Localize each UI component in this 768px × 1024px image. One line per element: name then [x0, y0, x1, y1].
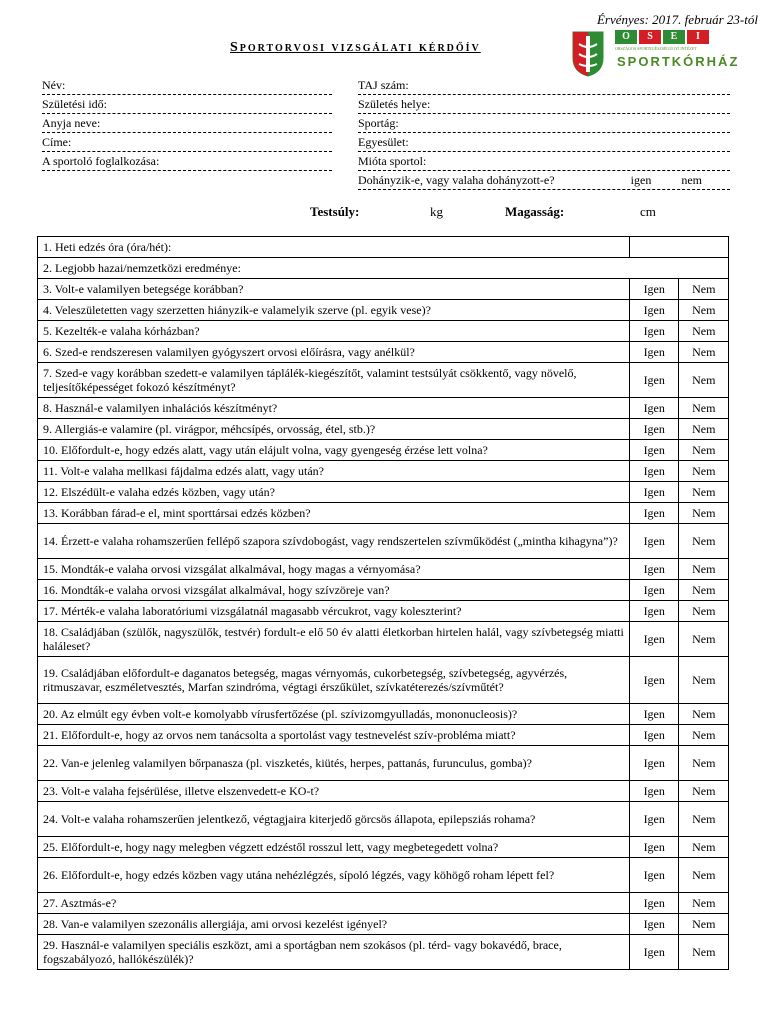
- logo-letter: I: [687, 30, 709, 44]
- yes-option[interactable]: Igen: [629, 559, 679, 580]
- no-option[interactable]: Nem: [679, 503, 729, 524]
- no-option[interactable]: Nem: [679, 559, 729, 580]
- question-text: 5. Kezelték-e valaha kórházban?: [38, 321, 630, 342]
- logo-name: SPORTKÓRHÁZ: [617, 54, 740, 69]
- logo-letter: O: [615, 30, 637, 44]
- yes-option[interactable]: Igen: [629, 503, 679, 524]
- yes-option[interactable]: Igen: [629, 837, 679, 858]
- table-row: [38, 704, 729, 725]
- table-row: [38, 580, 729, 601]
- table-row: [38, 622, 729, 657]
- smoking-yes-option[interactable]: igen: [630, 173, 652, 187]
- no-option[interactable]: Nem: [679, 363, 729, 398]
- no-option[interactable]: Nem: [679, 657, 729, 704]
- weight-label: Testsúly:: [310, 204, 360, 219]
- yes-option[interactable]: Igen: [629, 419, 679, 440]
- yes-option[interactable]: Igen: [629, 279, 679, 300]
- field-label: Születés helye:: [358, 97, 431, 111]
- question-text: 11. Volt-e valaha mellkasi fájdalma edzés alatt, vagy után?: [38, 461, 630, 482]
- no-option[interactable]: Nem: [679, 279, 729, 300]
- question-text: 17. Mérték-e valaha laboratóriumi vizsgálatnál magasabb vércukrot, vagy koleszterint?: [38, 601, 630, 622]
- form-field[interactable]: [358, 133, 730, 152]
- yes-option[interactable]: Igen: [629, 580, 679, 601]
- yes-option[interactable]: Igen: [629, 704, 679, 725]
- form-field[interactable]: Címe:: [42, 133, 332, 152]
- question-text: 2. Legjobb hazai/nemzetközi eredménye:: [38, 258, 729, 279]
- table-row: [38, 440, 729, 461]
- field-label: TAJ szám:: [358, 78, 409, 92]
- height-label: Magasság:: [505, 204, 565, 219]
- question-text: 15. Mondták-e valaha orvosi vizsgálat alkalmával, hogy magas a vérnyomása?: [38, 559, 630, 580]
- table-row: [38, 342, 729, 363]
- no-option[interactable]: Nem: [679, 837, 729, 858]
- caduceus-icon: [565, 28, 611, 78]
- yes-option[interactable]: Igen: [629, 893, 679, 914]
- form-field[interactable]: Anyja neve:: [42, 114, 332, 133]
- table-row: [38, 559, 729, 580]
- table-row: [38, 781, 729, 802]
- no-option[interactable]: Nem: [679, 398, 729, 419]
- table-row: [38, 419, 729, 440]
- questionnaire-table: [37, 236, 729, 970]
- question-text: 23. Volt-e valaha fejsérülése, illetve elszenvedett-e KO-t?: [38, 781, 630, 802]
- question-text: 26. Előfordult-e, hogy edzés közben vagy utána nehézlégzés, sípoló légzés, vagy köhögő roham lépett fel?: [38, 858, 630, 893]
- form-field[interactable]: [358, 76, 730, 95]
- form-title: Sportorvosi vizsgálati kérdőív: [230, 40, 481, 55]
- sportkorhaz-logo: [565, 28, 765, 80]
- table-row: [38, 279, 729, 300]
- no-option[interactable]: Nem: [679, 893, 729, 914]
- no-option[interactable]: Nem: [679, 580, 729, 601]
- form-field[interactable]: [358, 152, 730, 171]
- no-option[interactable]: Nem: [679, 935, 729, 970]
- form-field[interactable]: [358, 114, 730, 133]
- question-text: 18. Családjában (szülők, nagyszülők, testvér) fordult-e elő 50 év alatti életkorban hirtelen halál, vagy szívbetegség miatti haláleset?: [38, 622, 630, 657]
- yes-option[interactable]: Igen: [629, 482, 679, 503]
- no-option[interactable]: Nem: [679, 524, 729, 559]
- yes-option[interactable]: Igen: [629, 746, 679, 781]
- table-row: [38, 300, 729, 321]
- table-row: [38, 601, 729, 622]
- table-row: [38, 914, 729, 935]
- table-row: [38, 258, 729, 279]
- validity-date: Érvényes: 2017. február 23-tól: [596, 12, 758, 27]
- logo-subtitle: ORSZÁGOS SPORTEGÉSZSÉGÜGYI INTÉZET: [615, 46, 697, 51]
- height-unit: cm: [640, 204, 656, 219]
- no-option[interactable]: Nem: [679, 321, 729, 342]
- question-text: 1. Heti edzés óra (óra/hét):: [38, 237, 630, 258]
- table-row: [38, 503, 729, 524]
- table-row: [38, 746, 729, 781]
- question-text: 4. Veleszületetten vagy szerzetten hiányzik-e valamelyik szerve (pl. egyik vese)?: [38, 300, 630, 321]
- question-text: 27. Asztmás-e?: [38, 893, 630, 914]
- field-label: Egyesület:: [358, 135, 409, 149]
- table-row: [38, 657, 729, 704]
- personal-fields-left: [42, 76, 332, 171]
- table-row: [38, 935, 729, 970]
- question-text: 22. Van-e jelenleg valamilyen bőrpanasza (pl. viszketés, kiütés, herpes, pattanás, furunculus, gomba)?: [38, 746, 630, 781]
- yes-option[interactable]: Igen: [629, 300, 679, 321]
- weight-unit: kg: [430, 204, 443, 219]
- question-text: 25. Előfordult-e, hogy nagy melegben végzett edzéstől rosszul lett, vagy megbetegedett volna?: [38, 837, 630, 858]
- smoking-no-option[interactable]: nem: [681, 173, 702, 187]
- form-field[interactable]: [358, 171, 730, 190]
- table-row: [38, 461, 729, 482]
- question-text: 28. Van-e valamilyen szezonális allergiája, ami orvosi kezelést igényel?: [38, 914, 630, 935]
- yes-option[interactable]: Igen: [629, 601, 679, 622]
- table-row: [38, 725, 729, 746]
- no-option[interactable]: Nem: [679, 482, 729, 503]
- form-field[interactable]: [358, 95, 730, 114]
- question-text: 24. Volt-e valaha rohamszerűen jelentkező, végtagjaira kiterjedő görcsös állapota, epilepsziás rohama?: [38, 802, 630, 837]
- no-option[interactable]: Nem: [679, 704, 729, 725]
- no-option[interactable]: Nem: [679, 419, 729, 440]
- question-text: 29. Használ-e valamilyen speciális eszközt, ami a sportágban nem szokásos (pl. térd- vagy bokavédő, brace, fogszabályozó, hallókészülék)?: [38, 935, 630, 970]
- table-row: [38, 237, 729, 258]
- no-option[interactable]: Nem: [679, 461, 729, 482]
- personal-fields-right: [358, 76, 730, 190]
- yes-option[interactable]: Igen: [629, 524, 679, 559]
- no-option[interactable]: Nem: [679, 601, 729, 622]
- yes-option[interactable]: Igen: [629, 657, 679, 704]
- table-row: [38, 893, 729, 914]
- field-label: Dohányzik-e, vagy valaha dohányzott-e?: [358, 173, 555, 187]
- form-field[interactable]: Születési idő:: [42, 95, 332, 114]
- no-option[interactable]: Nem: [679, 342, 729, 363]
- question-text: 9. Allergiás-e valamire (pl. virágpor, méhcsípés, orvosság, étel, stb.)?: [38, 419, 630, 440]
- no-option[interactable]: Nem: [679, 781, 729, 802]
- no-option[interactable]: Nem: [679, 725, 729, 746]
- field-label: Sportág:: [358, 116, 399, 130]
- question-text: 8. Használ-e valamilyen inhalációs készítményt?: [38, 398, 630, 419]
- table-row: [38, 398, 729, 419]
- table-row: [38, 482, 729, 503]
- question-text: 6. Szed-e rendszeresen valamilyen gyógyszert orvosi előírásra, vagy anélkül?: [38, 342, 630, 363]
- question-text: 12. Elszédült-e valaha edzés közben, vagy után?: [38, 482, 630, 503]
- yes-option[interactable]: Igen: [629, 858, 679, 893]
- table-row: [38, 363, 729, 398]
- logo-letter: S: [639, 30, 661, 44]
- no-option[interactable]: Nem: [679, 300, 729, 321]
- no-option[interactable]: Nem: [679, 858, 729, 893]
- yes-option[interactable]: Igen: [629, 440, 679, 461]
- question-text: 16. Mondták-e valaha orvosi vizsgálat alkalmával, hogy szívzöreje van?: [38, 580, 630, 601]
- yes-option[interactable]: Igen: [629, 914, 679, 935]
- table-row: [38, 837, 729, 858]
- table-row: [38, 802, 729, 837]
- form-field[interactable]: A sportoló foglalkozása:: [42, 152, 332, 171]
- form-field[interactable]: Név:: [42, 76, 332, 95]
- table-row: [38, 858, 729, 893]
- yes-option[interactable]: Igen: [629, 725, 679, 746]
- yes-option[interactable]: Igen: [629, 622, 679, 657]
- question-text: 3. Volt-e valamilyen betegsége korábban?: [38, 279, 630, 300]
- yes-option[interactable]: Igen: [629, 342, 679, 363]
- logo-letter: E: [663, 30, 685, 44]
- yes-option[interactable]: Igen: [629, 321, 679, 342]
- question-text: 14. Érzett-e valaha rohamszerűen fellépő szapora szívdobogást, vagy rendszertelen szívműködést („mintha kihagyna”)?: [38, 524, 630, 559]
- question-text: 10. Előfordult-e, hogy edzés alatt, vagy után elájult volna, vagy gyengeség érzése lett volna?: [38, 440, 630, 461]
- table-row: [38, 524, 729, 559]
- no-option[interactable]: Nem: [679, 440, 729, 461]
- no-option[interactable]: Nem: [679, 914, 729, 935]
- no-option[interactable]: Nem: [679, 622, 729, 657]
- question-text: 21. Előfordult-e, hogy az orvos nem tanácsolta a sportolást vagy testnevelést szív-probléma miatt?: [38, 725, 630, 746]
- yes-option[interactable]: Igen: [629, 935, 679, 970]
- question-text: 7. Szed-e vagy korábban szedett-e valamilyen táplálék-kiegészítőt, valamint testsúlyát csökkentő, vagy növelő, teljesítőképességet fokozó készítményt?: [38, 363, 630, 398]
- question-text: 13. Korábban fárad-e el, mint sporttársai edzés közben?: [38, 503, 630, 524]
- yes-option[interactable]: Igen: [629, 781, 679, 802]
- table-row: [38, 321, 729, 342]
- yes-option[interactable]: Igen: [629, 398, 679, 419]
- field-label: Mióta sportol:: [358, 154, 427, 168]
- yes-option[interactable]: Igen: [629, 363, 679, 398]
- question-text: 20. Az elmúlt egy évben volt-e komolyabb vírusfertőzése (pl. szívizomgyulladás, mononucleosis)?: [38, 704, 630, 725]
- yes-option[interactable]: Igen: [629, 802, 679, 837]
- no-option[interactable]: Nem: [679, 802, 729, 837]
- no-option[interactable]: Nem: [679, 746, 729, 781]
- question-text: 19. Családjában előfordult-e daganatos betegség, magas vérnyomás, cukorbetegség, szívbetegség, agyvérzés, ritmuszavar, eszméletvesztés, Marfan szindróma, végtagi érszűkület, szívkatéterezés/szívműtét?: [38, 657, 630, 704]
- yes-option[interactable]: Igen: [629, 461, 679, 482]
- answer-input-cell[interactable]: [629, 237, 728, 258]
